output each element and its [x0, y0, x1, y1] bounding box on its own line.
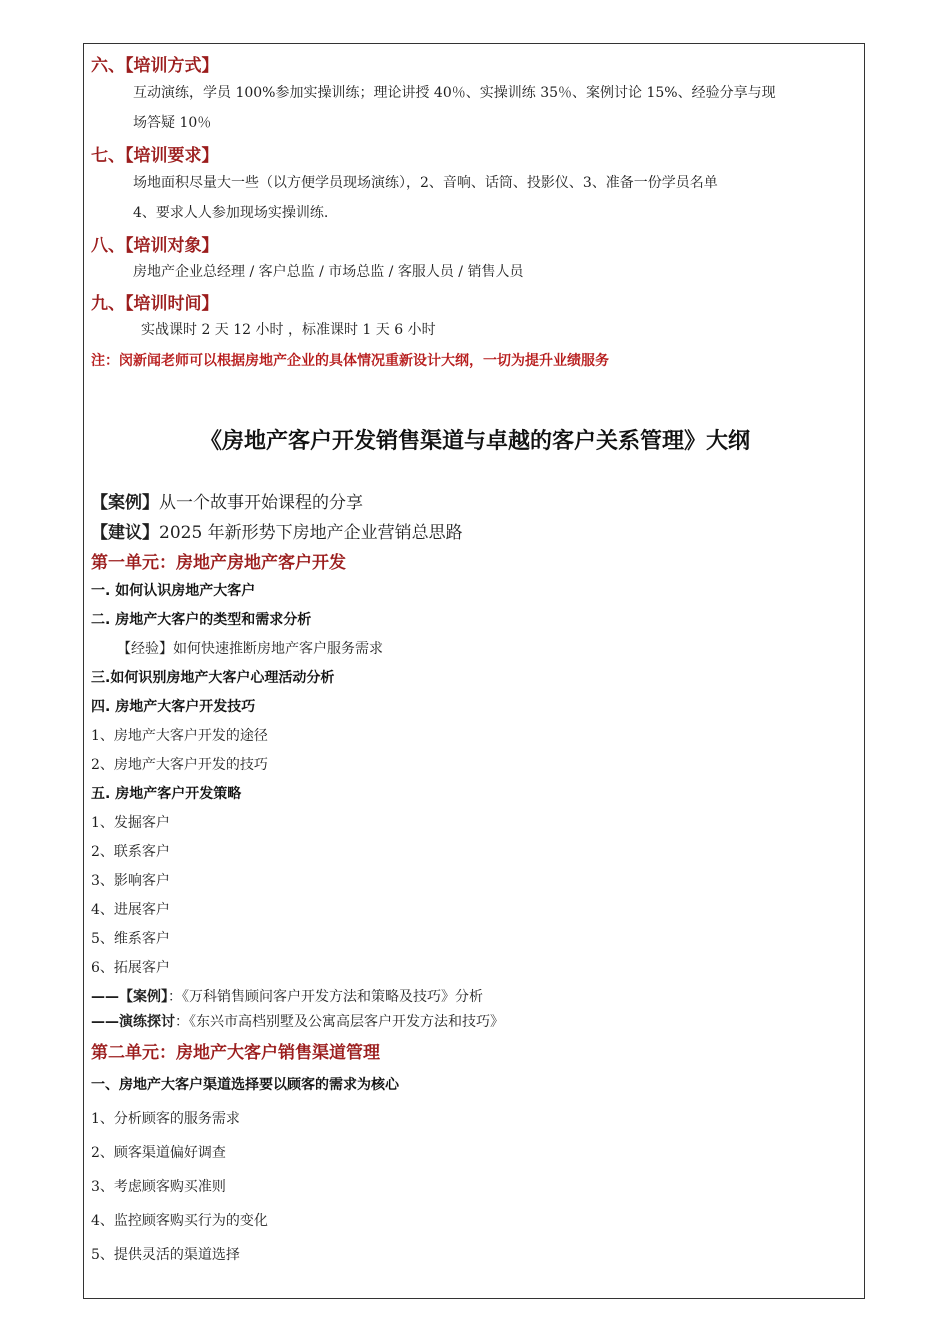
note-text: 注：闵新闻老师可以根据房地产企业的具体情况重新设计大纲，一切为提升业绩服务 [91, 353, 609, 369]
list-item: 2、顾客渠道偏好调查 [91, 1145, 226, 1161]
suggestion-line [91, 518, 463, 543]
unit-2-heading-1: 一、房地产大客户渠道选择要以顾客的需求为核心 [91, 1077, 399, 1093]
unit-1-heading-4: 四. 房地产大客户开发技巧 [91, 699, 256, 715]
unit-1-title: 第一单元：房地产房地产客户开发 [91, 553, 346, 573]
list-item: 6、拓展客户 [91, 960, 170, 976]
unit-2-title: 第二单元：房地产大客户销售渠道管理 [91, 1043, 380, 1063]
list-item: 1、发掘客户 [91, 815, 170, 831]
drill-discussion-prefix: ——演练探讨 [91, 1014, 175, 1030]
section-heading-training-method: 六、【培训方式】 [91, 56, 219, 76]
case-analysis-prefix: ——【案例】 [91, 989, 168, 1005]
list-item: 5、维系客户 [91, 931, 170, 947]
list-item: 2、联系客户 [91, 844, 170, 860]
section-text-line: 场答疑 10％ [133, 115, 212, 131]
case-analysis-line [91, 986, 483, 1006]
list-item: 3、考虑顾客购买准则 [91, 1179, 226, 1195]
list-item: 4、进展客户 [91, 902, 170, 918]
experience-line: 【经验】如何快速推断房地产客户服务需求 [117, 641, 383, 657]
drill-discussion-line [91, 1011, 504, 1031]
list-item: 1、房地产大客户开发的途径 [91, 728, 268, 744]
section-heading-training-requirements: 七、【培训要求】 [91, 146, 219, 166]
unit-1-heading-5: 五. 房地产客户开发策略 [91, 786, 242, 802]
list-item: 1、分析顾客的服务需求 [91, 1111, 240, 1127]
section-text-line: 4、要求人人参加现场实操训练. [133, 205, 329, 221]
case-tag: 【案例】 [91, 493, 159, 513]
section-heading-training-audience: 八、【培训对象】 [91, 236, 219, 256]
drill-discussion-text: ：《东兴市高档别墅及公寓高层客户开发方法和技巧》 [175, 1014, 504, 1030]
section-text-line: 实战课时 2 天 12 小时 ，标准课时 1 天 6 小时 [141, 322, 436, 338]
unit-1-heading-3: 三.如何识别房地产大客户心理活动分析 [91, 670, 335, 686]
case-intro-line [91, 488, 363, 513]
section-heading-training-time: 九、【培训时间】 [91, 294, 219, 314]
list-item: 3、影响客户 [91, 873, 170, 889]
section-text-line: 互动演练，学员 100%参加实操训练；理论讲授 40％、实操训练 35％、案例讨论 15%、经验分享与现 [133, 85, 776, 101]
outline-title: 《房地产客户开发销售渠道与卓越的客户关系管理》大纲 [199, 429, 750, 454]
list-item: 2、房地产大客户开发的技巧 [91, 757, 268, 773]
unit-1-heading-2: 二. 房地产大客户的类型和需求分析 [91, 612, 312, 628]
suggestion-text: 2025 年新形势下房地产企业营销总思路 [159, 523, 463, 543]
section-text-line: 场地面积尽量大一些（以方便学员现场演练），2、音响、话筒、投影仪、3、准备一份学员名单 [133, 175, 718, 191]
list-item: 4、监控顾客购买行为的变化 [91, 1213, 268, 1229]
case-analysis-text: ：《万科销售顾问客户开发方法和策略及技巧》分析 [168, 989, 483, 1005]
section-text-line: 房地产企业总经理 / 客户总监 / 市场总监 / 客服人员 / 销售人员 [133, 264, 524, 280]
case-intro-text: 从一个故事开始课程的分享 [159, 493, 363, 513]
list-item: 5、提供灵活的渠道选择 [91, 1247, 240, 1263]
unit-1-heading-1: 一. 如何认识房地产大客户 [91, 583, 256, 599]
suggestion-tag: 【建议】 [91, 523, 159, 543]
